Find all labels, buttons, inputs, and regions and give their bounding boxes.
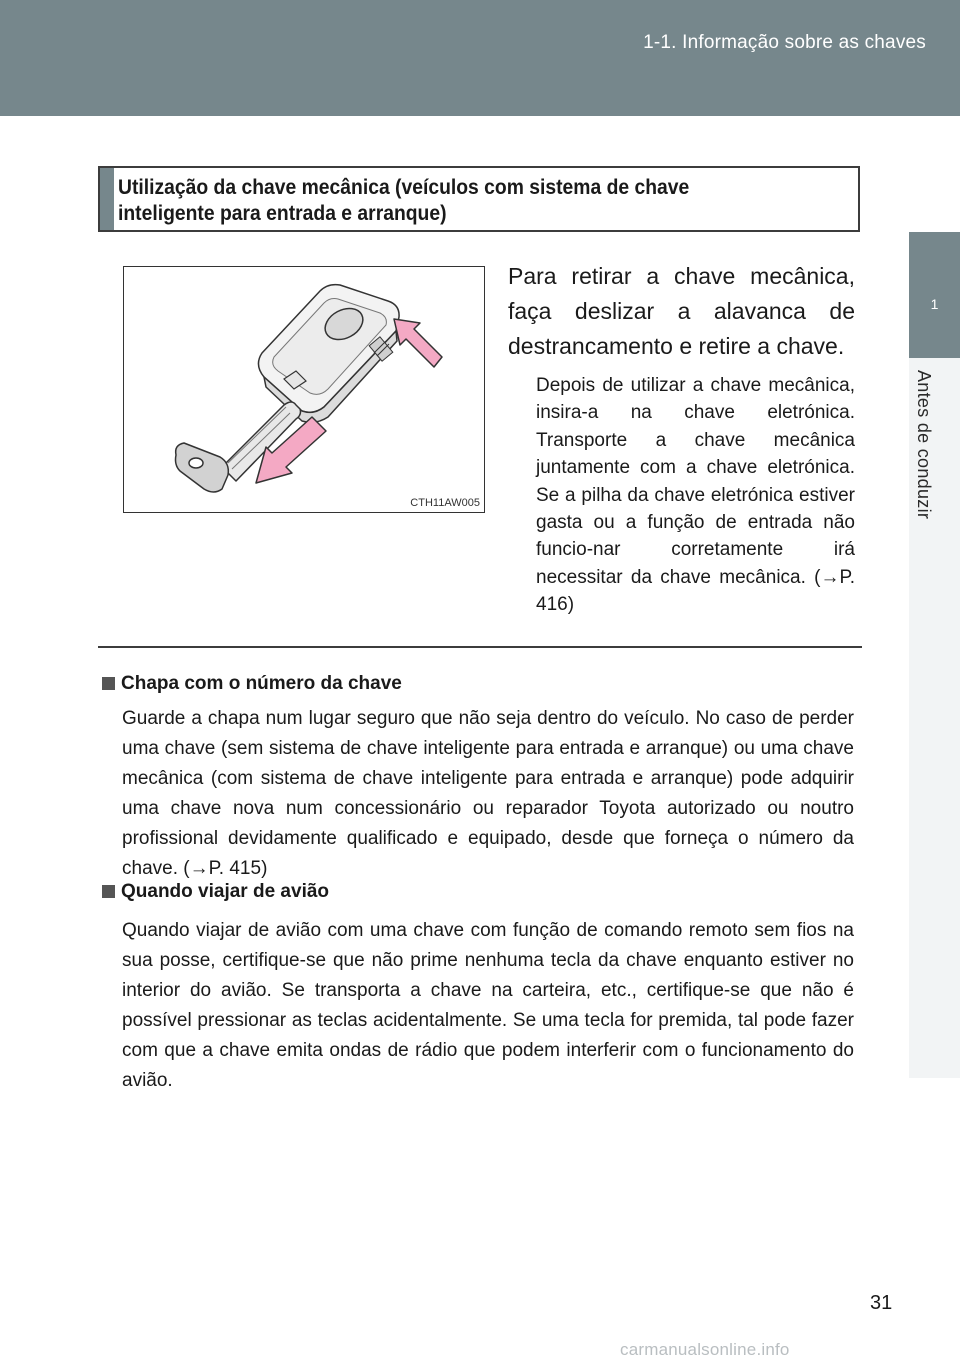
- smart-key-drawing: [124, 267, 483, 511]
- section-title: Utilização da chave mecânica (veículos com sistema de chave inteligente para entrada e arranque): [118, 176, 690, 225]
- key-illustration: [123, 266, 485, 513]
- note-text: Depois de utilizar a chave mecânica, insira-a na chave eletrónica. Transporte a chave mecânica juntamente com a chave eletrónica. Se a pilha da chave eletrónica estiver gasta ou a função de entrada não funcio-nar corretamente irá necessitar da chave mecânica. (→P. 416): [536, 375, 855, 616]
- slide-arrow: [394, 319, 442, 367]
- chapter-number: 1: [930, 296, 939, 312]
- section-heading-box: [98, 166, 860, 232]
- subheading-text: Quando viajar de avião: [121, 881, 330, 902]
- chapter-tab: [909, 232, 960, 358]
- heading-accent-bar: [100, 168, 114, 230]
- instruction-text: Para retirar a chave mecânica, faça deslizar a alavanca de destrancamento e retire a chave.: [508, 263, 855, 359]
- section-divider: [98, 646, 862, 648]
- subheading-text: Chapa com o número da chave: [121, 673, 402, 694]
- paragraph-key-plate: Guarde a chapa num lugar seguro que não seja dentro do veículo. No caso de perder uma chave (sem sistema de chave inteligente para entrada e arranque) ou uma chave mecânica (com sistema de chave inteligente para entrada e arranque) pode adquirir uma chave nova num concessionário ou reparador Toyota autorizado ou noutro profissional devidamente qualificado e equipado, desde que forneça o número da chave. (→P. 415): [122, 708, 854, 879]
- chapter-title: 1-1. Informação sobre as chaves: [643, 32, 926, 53]
- page-number: 31: [870, 1292, 893, 1314]
- paragraph-air-travel: Quando viajar de avião com uma chave com função de comando remoto sem fios na sua posse, certifique-se que não prime nenhuma tecla da chave enquanto estiver no interior do avião. Se transporta a chave na carteira, etc., certifique-se que não é possível pressionar as teclas acidentalmente. Se uma tecla for premida, tal pode fazer com que a chave emita ondas de rádio que podem interferir com o funcionamento do avião.: [122, 920, 854, 1091]
- chapter-label: Antes de conduzir: [914, 370, 934, 520]
- subheading-key-plate: [102, 673, 402, 695]
- figure-code: CTH11AW005: [410, 497, 480, 509]
- subheading-air-travel: [102, 881, 329, 903]
- bullet-square-icon: [102, 885, 115, 898]
- watermark: carmanualsonline.info: [620, 1340, 790, 1359]
- bullet-square-icon: [102, 677, 115, 690]
- header-bar: [0, 0, 960, 116]
